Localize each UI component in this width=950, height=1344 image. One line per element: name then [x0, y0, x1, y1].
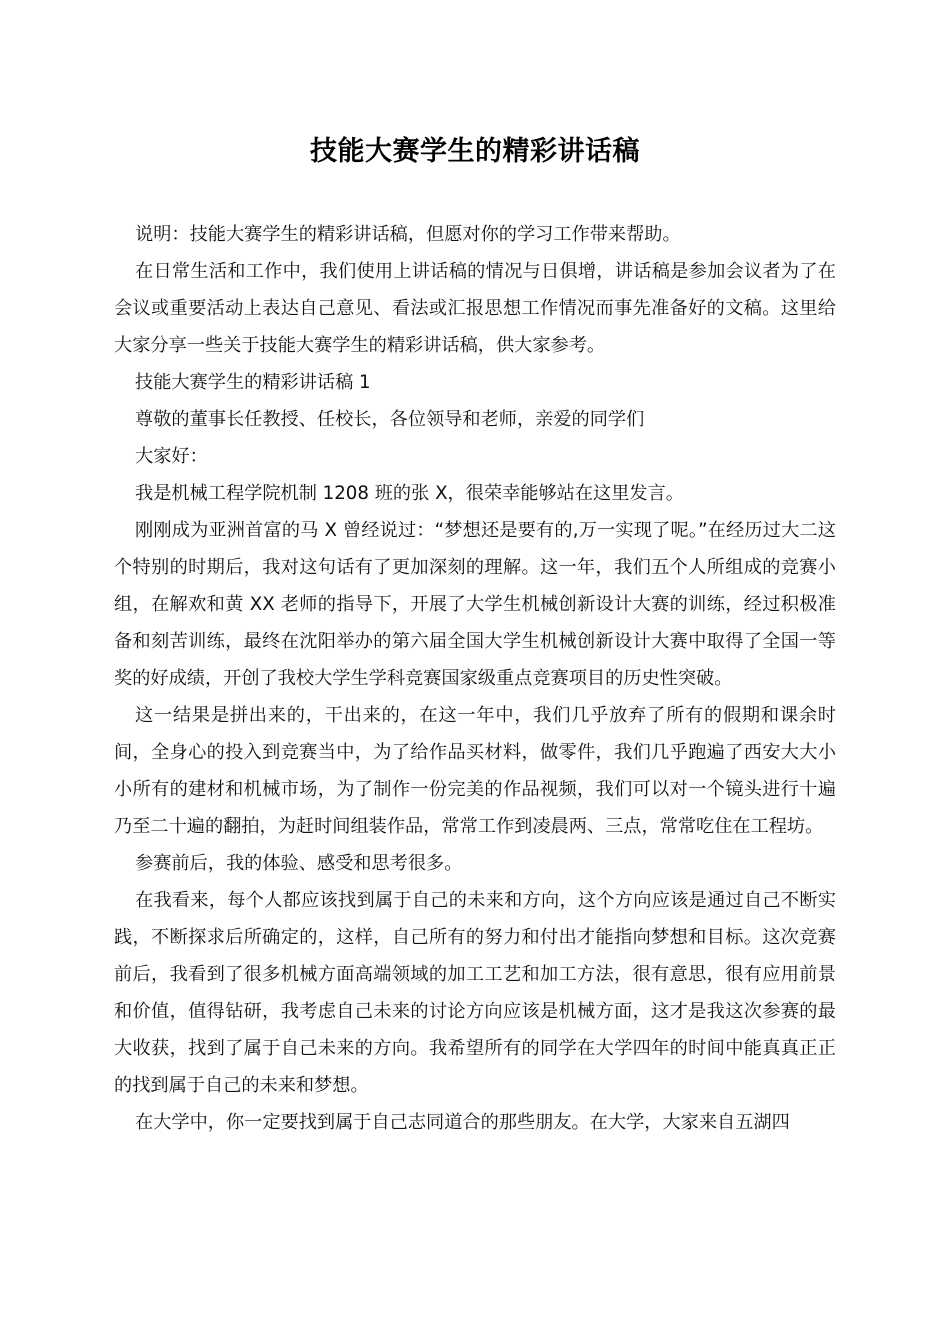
body-paragraph: 这一结果是拼出来的，干出来的，在这一年中，我们几乎放弃了所有的假期和课余时间，全身心的投入到竞赛当中，为了给作品买材料，做零件，我们几乎跑遍了西安大大小小所有的建材和机械市场，为了制作一份完美的作品视频，我们可以对一个镜头进行十遍乃至二十遍的翻拍，为赶时间组装作品，常常工作到凌晨两、三点，常常吃住在工程坊。 [114, 705, 836, 837]
document-body [114, 216, 836, 1141]
salutation: 尊敬的董事长任教授、任校长，各位领导和老师，亲爱的同学们 [135, 409, 645, 430]
body-paragraph: 在我看来，每个人都应该找到属于自己的未来和方向，这个方向应该是通过自己不断实践，不断探求后所确定的，这样，自己所有的努力和付出才能指向梦想和目标。这次竞赛前后，我看到了很多机械方面高端领域的加工工艺和加工方法，很有意思，很有应用前景和价值，值得钻研，我考虑自己未来的讨论方向应该是机械方面，这才是我这次参赛的最大收获，找到了属于自己未来的方向。我希望所有的同学在大学四年的时间中能真真正正的找到属于自己的未来和梦想。 [114, 890, 836, 1096]
greeting: 大家好： [135, 446, 208, 467]
speech-heading: 技能大赛学生的精彩讲话稿 1 [135, 372, 371, 393]
intro-note: 说明：技能大赛学生的精彩讲话稿，但愿对你的学习工作带来帮助。 [135, 224, 681, 245]
body-paragraph: 参赛前后，我的体验、感受和思考很多。 [135, 853, 463, 874]
self-introduction: 我是机械工程学院机制 1208 班的张 X，很荣幸能够站在这里发言。 [135, 483, 684, 504]
intro-paragraph: 在日常生活和工作中，我们使用上讲话稿的情况与日俱增，讲话稿是参加会议者为了在会议或重要活动上表达自己意见、看法或汇报思想工作情况而事先准备好的文稿。这里给大家分享一些关于技能大赛学生的精彩讲话稿，供大家参考。 [114, 261, 836, 356]
body-paragraph: 刚刚成为亚洲首富的马 X 曾经说过：“梦想还是要有的,万一实现了呢。”在经历过大二这个特别的时期后，我对这句话有了更加深刻的理解。这一年，我们五个人所组成的竞赛小组，在解欢和黄 XX 老师的指导下，开展了大学生机械创新设计大赛的训练，经过积极准备和刻苦训练，最终在沈阳举办的第六届全国大学生机械创新设计大赛中取得了全国一等奖的好成绩，开创了我校大学生学科竞赛国家级重点竞赛项目的历史性突破。 [114, 520, 836, 689]
body-paragraph: 在大学中，你一定要找到属于自己志同道合的那些朋友。在大学，大家来自五湖四 [135, 1112, 790, 1133]
document-title: 技能大赛学生的精彩讲话稿 [310, 136, 640, 167]
